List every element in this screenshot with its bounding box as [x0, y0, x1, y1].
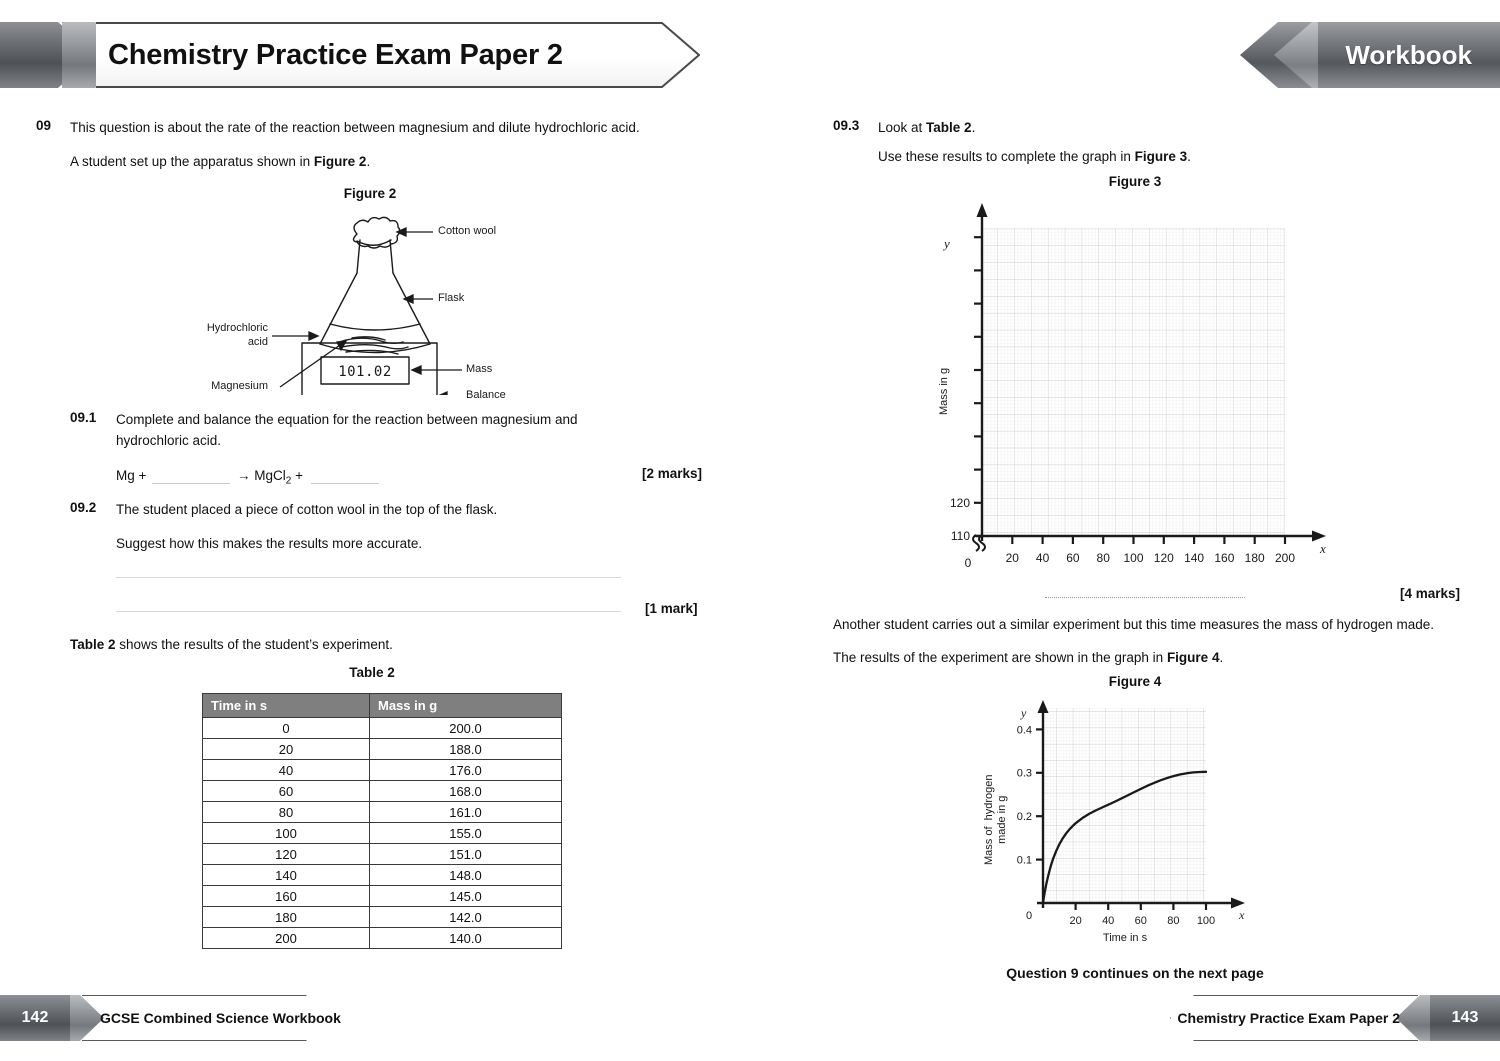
figure3-ref: Figure 3 [1134, 149, 1188, 164]
table2-intro-rest: shows the results of the student’s experiment. [115, 637, 393, 652]
hcl-label-line2: acid [247, 336, 268, 348]
table-row [203, 865, 562, 886]
flask-label: Flask [438, 292, 465, 304]
figure4-ytick-04: 0.4 [1016, 724, 1032, 737]
cell-mass: 155.0 [370, 823, 562, 844]
footer-left-text: GCSE Combined Science Workbook [100, 1010, 341, 1026]
figure4-intro-paragraph [833, 648, 1473, 668]
question-09-apparatus-line [70, 152, 720, 172]
cell-time: 140 [203, 865, 370, 886]
question-091-marks: [2 marks] [642, 466, 703, 481]
table2-intro [70, 635, 630, 655]
figure3-origin-label: 0 [964, 556, 972, 570]
cell-time: 0 [203, 718, 370, 739]
cell-mass: 176.0 [370, 760, 562, 781]
cell-mass: 148.0 [370, 865, 562, 886]
hydrochloric-acid-label [150, 321, 268, 349]
cell-mass: 145.0 [370, 886, 562, 907]
footer-right-text: Chemistry Practice Exam Paper 2 [1177, 1010, 1400, 1026]
figure4-caption: Figure 4 [1108, 674, 1162, 689]
figure3-y-axis-title: Mass in g [938, 367, 950, 415]
equation-subscript-2: 2 [285, 475, 292, 487]
cell-time: 120 [203, 844, 370, 865]
figure4-origin-label: 0 [1025, 910, 1033, 922]
workbook-label: Workbook [1345, 40, 1472, 70]
table-row [203, 718, 562, 739]
equation-blank-1[interactable] [152, 483, 230, 484]
figure3-y-symbol: y [944, 236, 950, 251]
question-092-text-line1: The student placed a piece of cotton wool in the top of the flask. [116, 502, 498, 517]
equation-arrow-product: → MgCl [237, 468, 286, 483]
figure4-xtick-60: 60 [1134, 915, 1147, 927]
cell-mass: 161.0 [370, 802, 562, 823]
cell-mass: 142.0 [370, 907, 562, 928]
equation-plus: + [295, 468, 303, 483]
figure3-answer-dotted-line[interactable] [1045, 597, 1245, 598]
figure4-ytick-02: 0.2 [1016, 811, 1032, 824]
cotton-wool-label: Cotton wool [438, 225, 497, 237]
footer-left [0, 995, 341, 1041]
header-right-banner [1240, 22, 1500, 88]
footer-left-page-number: 142 [21, 1009, 49, 1026]
figure2-ref: Figure 2 [313, 154, 367, 169]
table2-caption: Table 2 [349, 665, 395, 680]
question-093-line1 [878, 118, 1438, 138]
table-row [203, 802, 562, 823]
cell-time: 80 [203, 802, 370, 823]
figure4-xtick-80: 80 [1167, 915, 1180, 927]
q093-line2-post: . [1187, 149, 1191, 164]
cell-mass: 168.0 [370, 781, 562, 802]
figure3-xtick-200: 200 [1274, 551, 1296, 565]
another-student-paragraph: Another student carries out a similar experiment but this time measures the mass of hydrogen made. [833, 617, 1435, 632]
figure4-xtick-20: 20 [1069, 915, 1082, 927]
column-header-time: Time in s [203, 694, 370, 718]
equation-blank-2[interactable] [311, 483, 379, 484]
figure3-ytick-110: 110 [950, 529, 970, 543]
table-row [203, 907, 562, 928]
q093-post: . [971, 120, 976, 135]
figure2-caption: Figure 2 [343, 186, 397, 201]
cell-time: 20 [203, 739, 370, 760]
answer-line-1[interactable] [116, 577, 621, 578]
figure4-x-axis-title: Time in s [1102, 932, 1148, 944]
cell-time: 40 [203, 760, 370, 781]
equation-reactant-mg: Mg + [116, 468, 147, 483]
figure3-xtick-60: 60 [1066, 551, 1080, 565]
cell-mass: 151.0 [370, 844, 562, 865]
figure4-ref: Figure 4 [1166, 650, 1220, 665]
results-table [202, 693, 562, 949]
figure4-x-symbol: x [1239, 908, 1245, 922]
cell-time: 60 [203, 781, 370, 802]
footer-right-page-number-box [1430, 995, 1500, 1041]
page-title: Chemistry Practice Exam Paper 2 [108, 39, 563, 71]
footer-left-page-number-box [0, 995, 70, 1041]
apparatus-text-post: . [366, 154, 371, 169]
figure4-y-symbol: y [1021, 706, 1027, 720]
column-header-mass: Mass in g [370, 694, 562, 718]
figure4-y-axis-title: Mass of hydrogen made in g [983, 774, 1008, 865]
figure4-svg[interactable] [975, 695, 1295, 945]
hcl-label-line1: Hydrochloric [206, 322, 268, 334]
continues-note: Question 9 continues on the next page [1006, 965, 1264, 981]
cell-time: 100 [203, 823, 370, 844]
figure4-ytick-03: 0.3 [1016, 767, 1032, 780]
figure3-xtick-160: 160 [1214, 551, 1235, 565]
question-091-equation-mid [237, 466, 303, 492]
figure3-caption: Figure 3 [1108, 174, 1162, 189]
question-09-intro: This question is about the rate of the reaction between magnesium and dilute hydrochloric acid. [70, 120, 640, 135]
table-row [203, 928, 562, 949]
table-row [203, 781, 562, 802]
magnesium-label: Magnesium [211, 380, 268, 392]
question-092-marks: [1 mark] [645, 601, 698, 616]
figure4-xtick-40: 40 [1102, 915, 1115, 927]
table-row [203, 823, 562, 844]
question-091-equation [116, 466, 146, 486]
question-093-line2 [878, 147, 1438, 167]
table2-ref: Table 2 [70, 637, 116, 652]
table2-ref-right: Table 2 [926, 120, 972, 135]
apparatus-text-pre: A student set up the apparatus shown in [70, 154, 314, 169]
figure3-xtick-120: 120 [1153, 551, 1174, 565]
cell-time: 160 [203, 886, 370, 907]
figure3-xtick-80: 80 [1096, 551, 1110, 565]
mass-label: Mass [466, 363, 493, 375]
figure3-xtick-100: 100 [1123, 551, 1144, 565]
cell-time: 180 [203, 907, 370, 928]
figure3-xtick-180: 180 [1244, 551, 1265, 565]
question-09-number: 09 [36, 118, 52, 133]
figure3-xtick-140: 140 [1184, 551, 1205, 565]
question-093-number: 09.3 [833, 118, 860, 133]
figure2-apparatus-diagram [200, 210, 540, 401]
question-092-number: 09.2 [70, 500, 97, 515]
question-092-text-line2: Suggest how this makes the results more accurate. [116, 536, 423, 551]
q093-pre: Look at [878, 120, 927, 135]
footer-right-page-number: 143 [1451, 1009, 1479, 1026]
figure3-xtick-20: 20 [1005, 551, 1019, 565]
figure3-svg[interactable] [930, 195, 1340, 580]
cell-mass: 188.0 [370, 739, 562, 760]
figure4-xtick-100: 100 [1196, 915, 1216, 927]
figure4-graph [975, 695, 1295, 945]
balance-label: Balance [466, 389, 506, 401]
cell-mass: 200.0 [370, 718, 562, 739]
figure4-ytick-01: 0.1 [1016, 854, 1032, 867]
question-093-marks: [4 marks] [1400, 586, 1461, 601]
table-row [203, 760, 562, 781]
question-091-number: 09.1 [70, 410, 97, 425]
table-header-row [203, 694, 562, 718]
footer-right [1170, 995, 1500, 1041]
table-row [203, 844, 562, 865]
cell-time: 200 [203, 928, 370, 949]
table-body [203, 718, 562, 949]
figure3-ytick-120: 120 [949, 496, 970, 510]
figure3-xtick-40: 40 [1035, 551, 1050, 565]
answer-line-2[interactable] [116, 611, 621, 612]
para2-post: . [1219, 650, 1224, 665]
para2-pre: The results of the experiment are shown in the graph in [833, 650, 1167, 665]
header-left-banner [0, 22, 700, 88]
table-row [203, 739, 562, 760]
q093-line2-pre: Use these results to complete the graph in [878, 149, 1135, 164]
balance-reading-text: 101.02 [338, 364, 392, 380]
figure3-x-symbol: x [1320, 541, 1326, 556]
question-091-text-line2: hydrochloric acid. [116, 433, 222, 448]
question-091-text-line1: Complete and balance the equation for the reaction between magnesium and [116, 412, 578, 427]
figure3-graph [930, 195, 1340, 580]
cell-mass: 140.0 [370, 928, 562, 949]
table-row [203, 886, 562, 907]
